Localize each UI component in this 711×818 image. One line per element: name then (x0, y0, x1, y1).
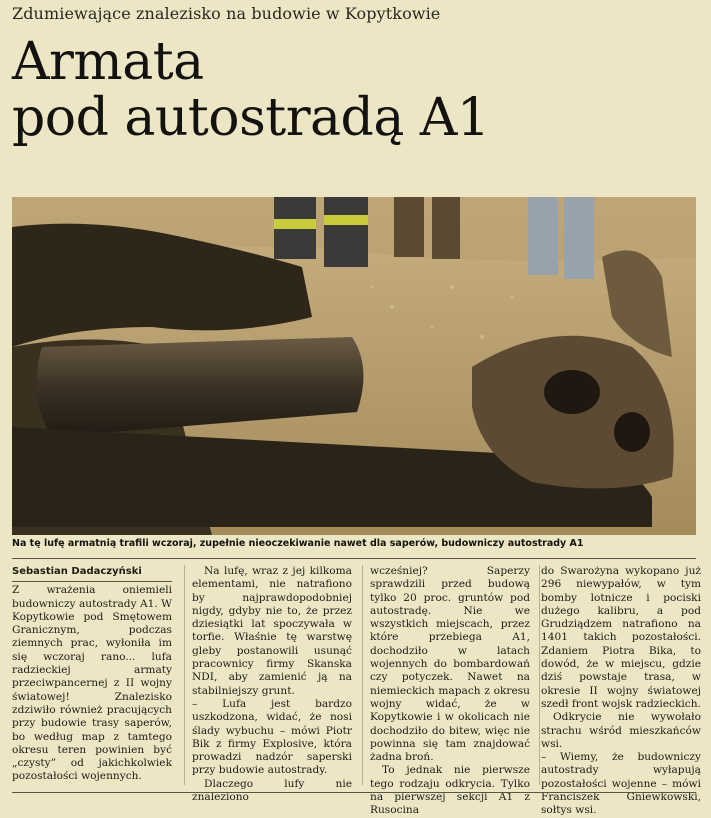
column-3-paragraph-1: wcześniej? Saperzy sprawdzili przed budową tylko 20 proc. gruntów pod autostradę. Nie we wszystkich miejscach, przez które przebiega A1, dochodziło w latach wojennych do bombardowań czy potyczek. Nawet na niemieckich mapach z okresu wojny widać, że w Kopytkowie i w okolicach nie dochodziło do bitew, więc nie powinna się tam znajdować żadna broń. (370, 565, 530, 764)
column-1-text: Z wrażenia oniemieli budowniczy autostrady A1. W Kopytkowie pod Smętowem Granicznym, podczas ziemnych prac, wyłoniła im się wczoraj rano... lufa radzieckiej armaty przeciwpancernej z II wojny światowej! Znalezisko zdziwiło również pracujących przy budowie trasy saperów, bo według map z tamtego okresu teren powinien być „czysty” od jakichkolwiek pozostałości wojennych. (12, 584, 172, 783)
divider-rule (12, 558, 696, 559)
article-photo (12, 197, 696, 535)
article-headline (12, 34, 490, 146)
bottom-rule (12, 792, 696, 793)
article-column-2 (192, 565, 352, 804)
article-column-4 (541, 565, 701, 818)
column-separator (184, 565, 185, 785)
column-4-paragraph-2: Odkrycie nie wywołało strachu wśród mieszkańców wsi. (541, 711, 701, 750)
article-column-3 (370, 565, 530, 818)
column-2-paragraph-2: – Lufa jest bardzo uszkodzona, widać, że nosi ślady wybuchu – mówi Piotr Bik z firmy Explosive, która prowadzi nadzór saperski przy budowie autostrady. (192, 697, 352, 777)
headline-line-1: Armata (12, 32, 204, 92)
headline-line-2: pod autostradą A1 (12, 88, 490, 148)
photo-caption: Na tę lufę armatnią trafili wczoraj, zupełnie nieoczekiwanie nawet dla saperów, budowniczy autostrady A1 (12, 538, 584, 549)
article-column-1 (12, 565, 172, 784)
article-kicker: Zdumiewające znalezisko na budowie w Kopytkowie (12, 4, 441, 23)
column-2-paragraph-3: Dlaczego lufy nie znaleziono (192, 777, 352, 804)
column-4-paragraph-1: do Swarożyna wykopano już 296 niewypałów, w tym bomby lotnicze i pociski dużego kalibru, a pod Grudziądzem natrafiono na 1401 takich pozostałości. Zdaniem Piotra Bika, to dowód, że w miejscu, gdzie dziś powstaje trasa, w okresie II wojny światowej szedł front wojsk radzieckich. (541, 565, 701, 710)
column-4-paragraph-3: – Wiemy, że budowniczy autostrady wyłapują pozostałości wojenne – mówi Franciszek Gniewkowski, sołtys wsi. (541, 751, 701, 817)
column-2-paragraph-1: Na lufę, wraz z jej kilkoma elementami, nie natrafiono by najprawdopodobniej nigdy, gdyby nie to, że przez dziesiątki lat spoczywała w torfie. Właśnie tę warstwę gleby postanowili usunąć pracownicy firmy Skanska NDI, aby zamienić ją na stabilniejszy grunt. (192, 565, 352, 697)
byline-rule (12, 581, 172, 582)
column-separator (362, 565, 363, 785)
column-separator (539, 565, 540, 785)
article-byline: Sebastian Dadaczyński (12, 566, 142, 577)
cannon-barrel-photo-icon (12, 197, 696, 535)
column-3-paragraph-2: To jednak nie pierwsze tego rodzaju odkrycia. Tylko na pierwszej sekcji A1 z Rusocina (370, 764, 530, 817)
